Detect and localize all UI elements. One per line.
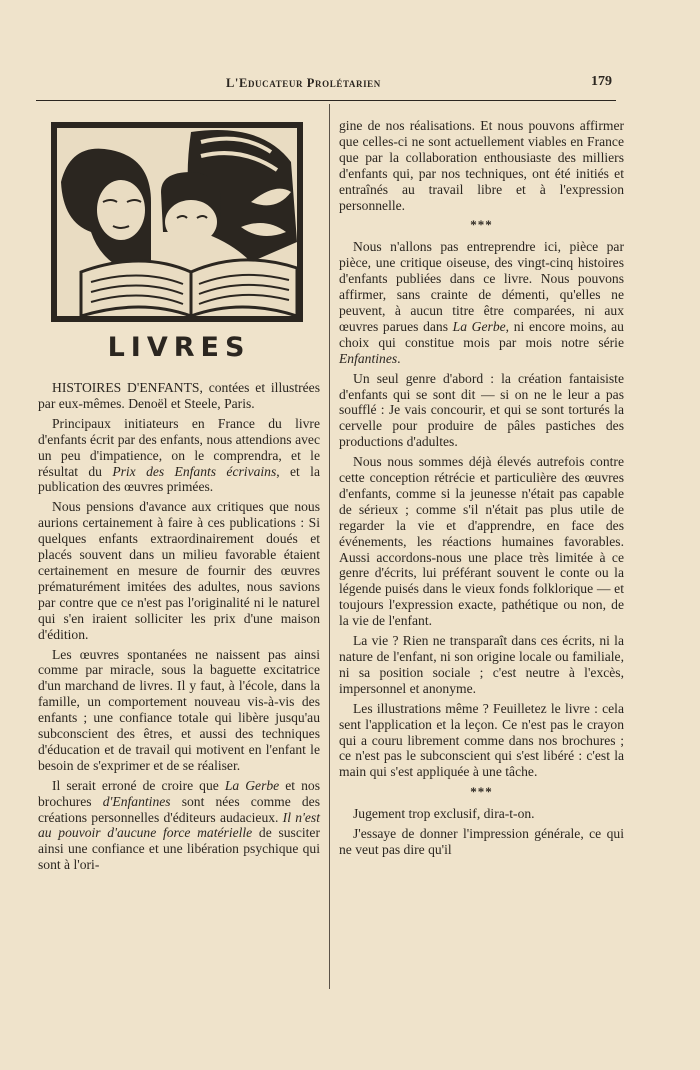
book-reference: HISTOIRES D'ENFANTS, contées et illustrées par eux-mêmes. Denoël et Steele, Paris. [38,380,320,411]
left-column [38,118,320,877]
page-header [36,72,616,94]
paragraph: Principaux initiateurs en France du livre d'enfants écrit par des enfants, nous attendions avec un peu d'impatience, on le comprendra, et le résultat du Prix des Enfants écrivains, et la publication des œuvres primées. [38,415,320,495]
paragraph: Un seul genre d'abord : la création fantaisiste d'enfants qui se sont dit — si on ne le leur a pas soufflé : Je vais concourir, et qui se sont torturés la cervelle pour produire de pâles pastiches des productions d'adultes. [339,370,624,450]
paragraph: Nous pensions d'avance aux critiques que nous aurions certainement à faire à ces publications : Si quelques enfants extraordinairement doués et placés souvent dans un milieu favorable étaient certainement en mesure de fournir des œuvres prématurément imitées des adultes, nous savions par contre que ce n'est pas l'originalité ni le naturel qui s'en iraient solliciter les prix d'une maison d'édition. [38,499,320,642]
header-rule [36,100,616,101]
section-title: LIVRES [107,332,251,363]
paragraph: gine de nos réalisations. Et nous pouvons affirmer que celles-ci ne sont actuellement viables en France que par la collaboration enthousiaste des milliers d'enfants qui, par nos techniques, ont été initiés et entraînés au travail libre et à l'expression personnelle. [339,118,624,213]
paragraph: J'essaye de donner l'impression générale, ce qui ne veut pas dire qu'il [339,826,624,857]
paragraph: Les illustrations même ? Feuilletez le livre : cela sent l'application et la leçon. Ce n'est pas le crayon qui a couru librement comme dans nos brochures ; ce n'est pas le subconscient qui s'est libéré : c'est la main qui s'est appliquée à une tâche. [339,700,624,780]
paragraph: Nous n'allons pas entreprendre ici, pièce par pièce, une critique oiseuse, des vingt-cinq histoires d'enfants publiées dans ce livre. Nous pouvons affirmer, sans crainte de démenti, qu'elles ne peuvent, à aucun titre être comparées, ni aux œuvres parues dans La Gerbe, ni encore moins, au choix qui constitue mois par mois notre série Enfantines. [339,239,624,366]
woodcut-illustration [51,122,303,322]
right-column [339,118,624,862]
column-divider [329,104,330,989]
section-separator: *** [470,217,493,233]
paragraph: La vie ? Rien ne transparaît dans ces écrits, ni la nature de l'enfant, ni son origine locale ou familiale, ni sa position sociale ; c'est neutre à l'excès, impersonnel et anonyme. [339,633,624,696]
running-head: L'Educateur Prolétarien [226,76,381,90]
section-separator: *** [470,784,493,800]
page-number: 179 [591,74,612,89]
paragraph: Les œuvres spontanées ne naissent pas ainsi comme par miracle, sous la baguette excitatrice d'un marchand de livres. Il y faut, à l'école, dans la famille, un comportement nouveau vis-à-vis des enfants ; une confiance totale qui libère jusqu'au subconscient des êtres, et aussi des techniques d'éducation et de travail qui motivent en l'enfant le besoin de s'exprimer et de se réaliser. [38,646,320,773]
paragraph: Jugement trop exclusif, dira-t-on. [353,806,535,822]
paragraph: Il serait erroné de croire que La Gerbe et nos brochures d'Enfantines sont nées comme des créations personnelles d'éditeurs audacieux. Il n'est au pouvoir d'aucune force matérielle de susciter ainsi une confiance et une libération psychique qui sont à l'ori- [38,777,320,873]
paragraph: Nous nous sommes déjà élevés autrefois contre cette conception rétrécie et particulière des œuvres d'enfants, comme si la jeunesse n'était pas capable de sérieux ; comme s'il n'était pas plus utile de regarder la vie et d'apprendre, en face des événements, les réactions humaines favorables. Aussi accordons-nous une place très limitée à ce genre d'écrits, lui préférant souvent le conte ou la légende puisés dans le vieux fonds folklorique — et toujours l'expression exacte, pathétique ou non, de la vie de l'enfant. [339,454,624,629]
